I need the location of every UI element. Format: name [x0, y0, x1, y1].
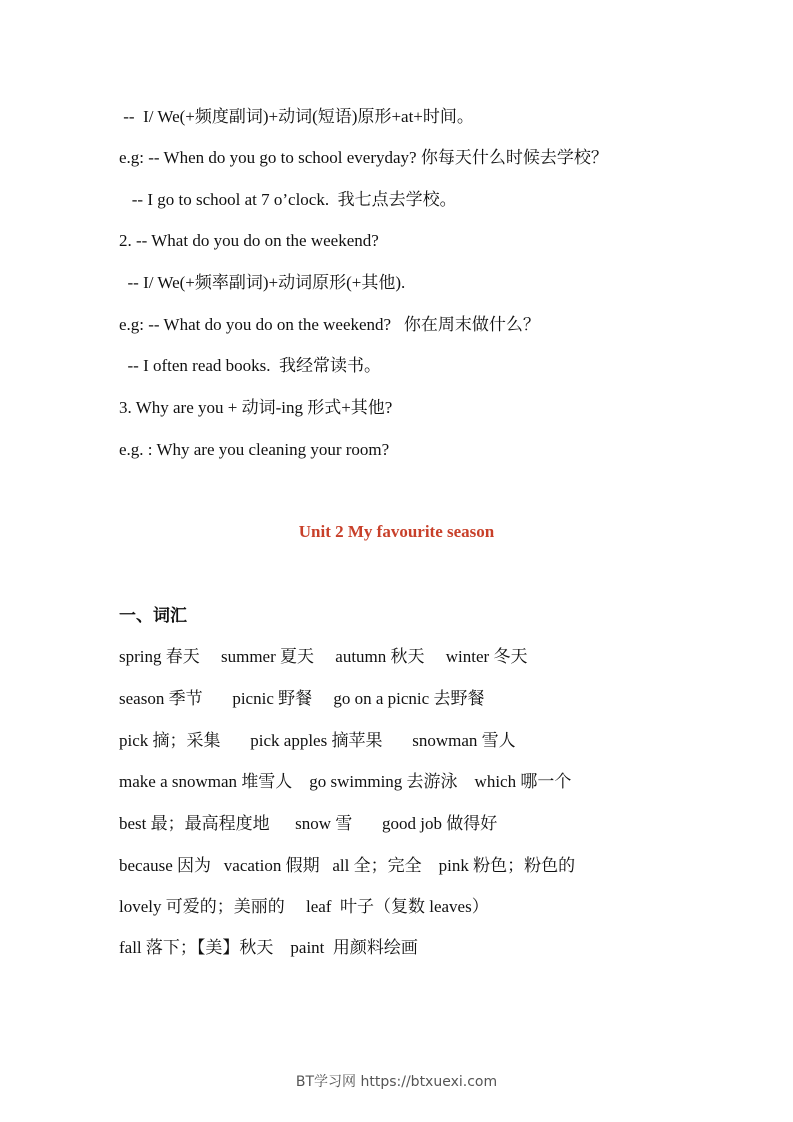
vocab-line: season 季节 picnic 野餐 go on a picnic 去野餐: [119, 689, 485, 708]
grammar-line: -- I/ We(+频率副词)+动词原形(+其他).: [119, 273, 406, 292]
grammar-line: -- I go to school at 7 o’clock. 我七点去学校。: [119, 190, 457, 209]
vocab-line: best 最；最高程度地 snow 雪 good job 做得好: [119, 814, 498, 833]
grammar-line: 2. -- What do you do on the weekend?: [119, 231, 379, 250]
grammar-line: e.g: -- When do you go to school everyday? 你每天什么时候去学校？: [119, 148, 608, 167]
grammar-line: -- I often read books. 我经常读书。: [119, 356, 382, 375]
grammar-line: -- I/ We(+频度副词)+动词(短语)原形+at+时间。: [119, 107, 474, 126]
footer-watermark: BT学习网 https://btxuexi.com: [295, 1074, 498, 1090]
vocab-line: because 因为 vacation 假期 all 全；完全 pink 粉色；粉色的: [119, 856, 576, 875]
vocab-line: pick 摘；采集 pick apples 摘苹果 snowman 雪人: [119, 731, 516, 750]
vocab-line: make a snowman 堆雪人 go swimming 去游泳 which 哪一个: [119, 772, 572, 791]
vocab-heading: 一、词汇: [119, 606, 187, 625]
unit-title: Unit 2 My favourite season: [298, 522, 495, 541]
grammar-line: 3. Why are you + 动词-ing 形式+其他?: [119, 398, 393, 417]
vocab-line: fall 落下；【美】秋天 paint 用颜料绘画: [119, 938, 418, 957]
grammar-line: e.g. : Why are you cleaning your room?: [119, 440, 390, 459]
grammar-line: e.g: -- What do you do on the weekend? 你在周末做什么？: [119, 315, 540, 334]
vocab-line: spring 春天 summer 夏天 autumn 秋天 winter 冬天: [119, 647, 528, 666]
vocab-line: lovely 可爱的；美丽的 leaf 叶子（复数 leaves）: [119, 897, 489, 916]
